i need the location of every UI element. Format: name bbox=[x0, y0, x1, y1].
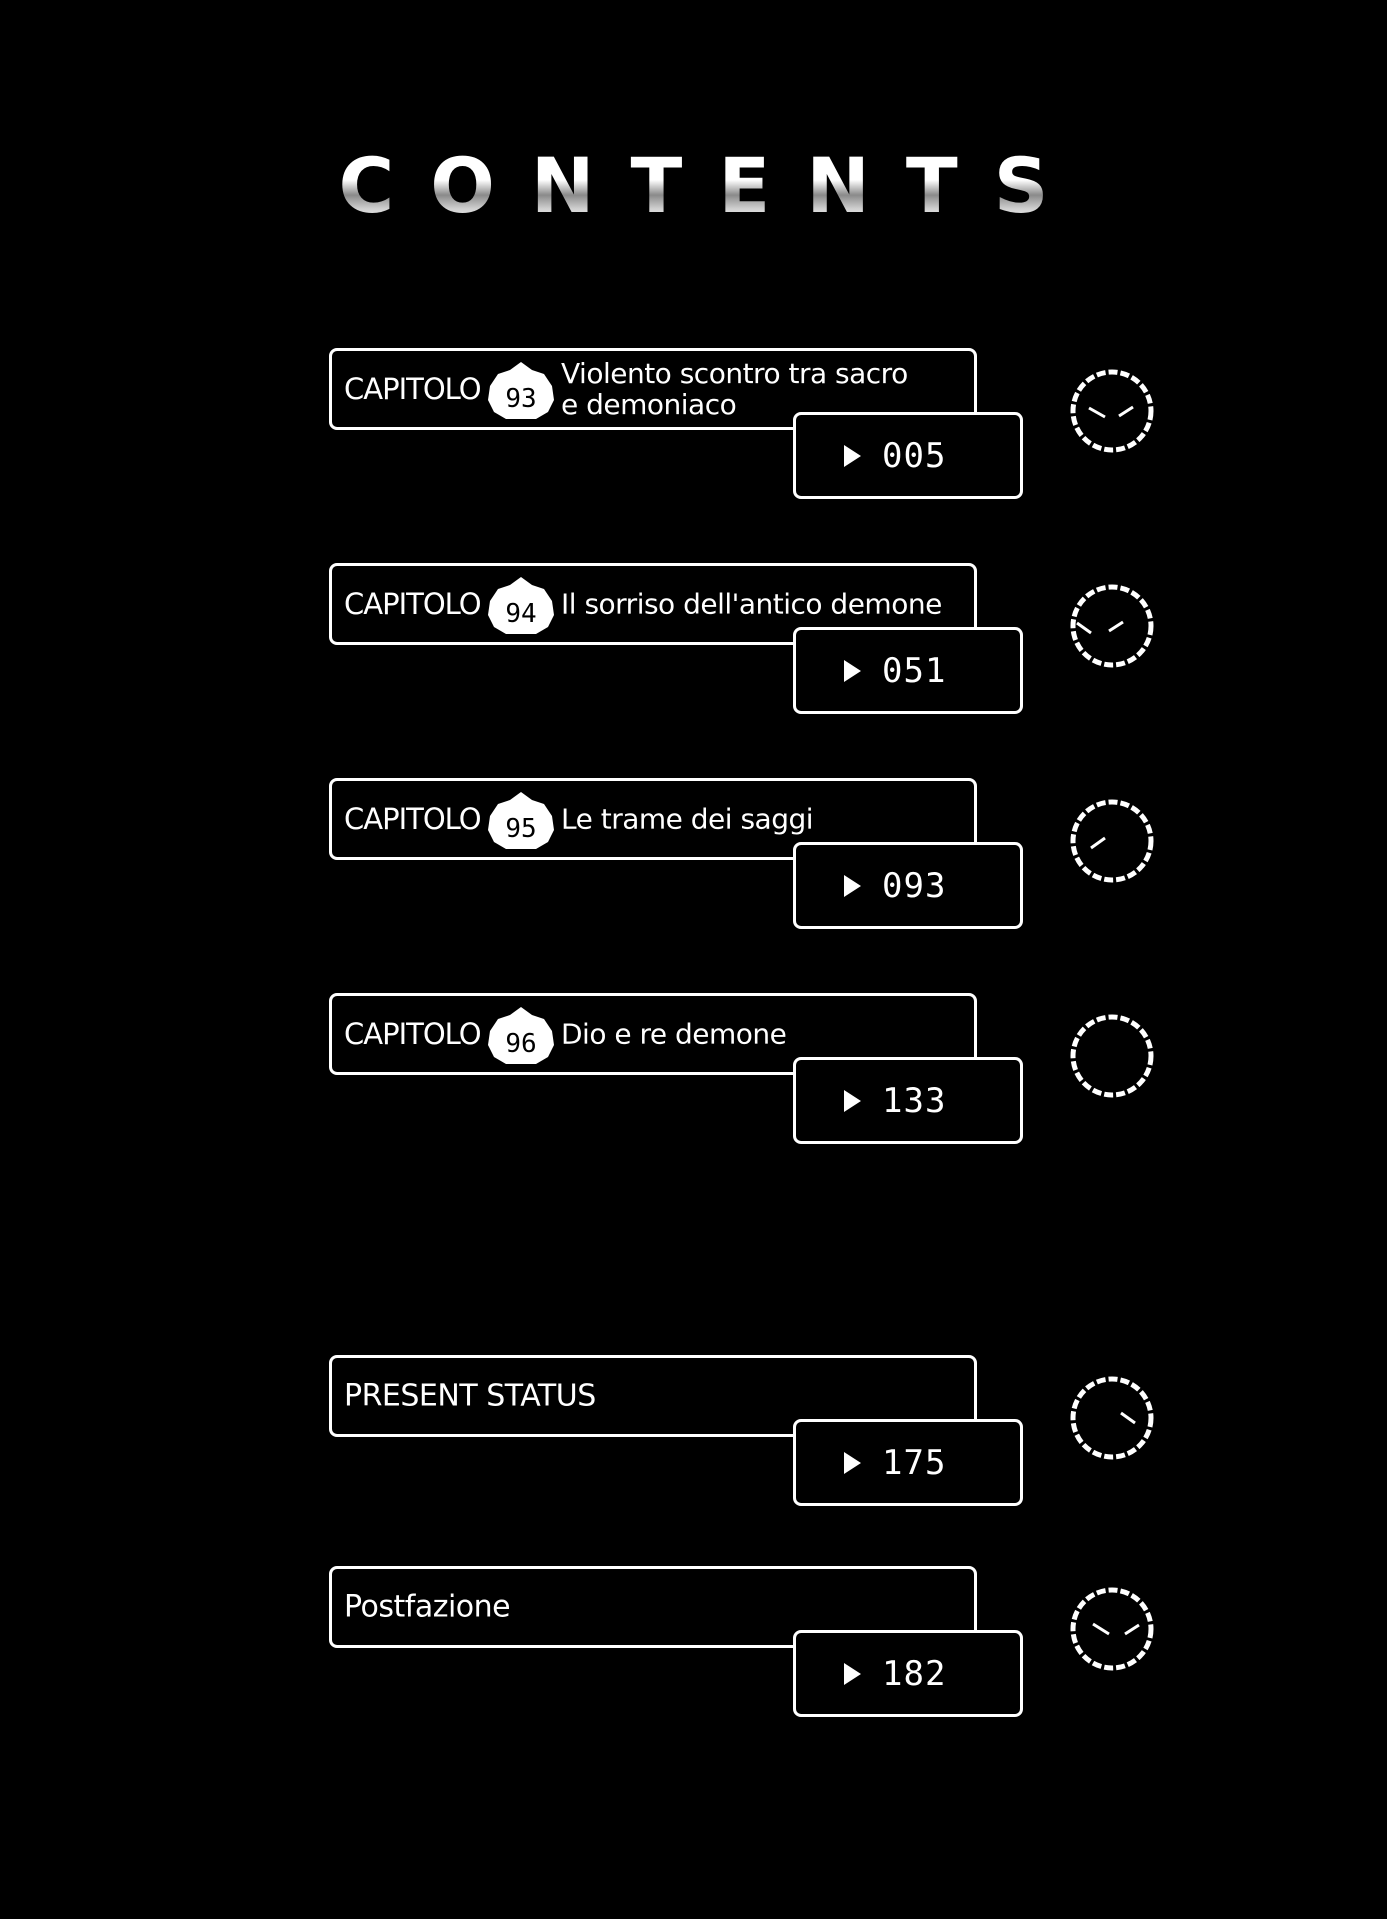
chapter-number: 96 bbox=[505, 1029, 537, 1059]
toc-entry-present-status[interactable] bbox=[0, 1355, 1387, 1515]
toc-entry-postfazione[interactable] bbox=[0, 1566, 1387, 1726]
play-triangle-icon bbox=[844, 1663, 861, 1685]
play-triangle-icon bbox=[844, 1452, 861, 1474]
chapter-number-badge bbox=[486, 790, 556, 852]
chapter-label: CAPITOLO bbox=[344, 587, 481, 621]
chapter-number: 94 bbox=[505, 599, 537, 629]
toc-entry-chapter-93[interactable] bbox=[0, 348, 1387, 508]
page-number-box[interactable] bbox=[793, 1419, 1023, 1506]
drop-badge-icon bbox=[486, 360, 556, 422]
chapter-title: Dio e re demone bbox=[561, 1017, 787, 1051]
chapter-label: CAPITOLO bbox=[344, 1017, 481, 1051]
page-number-box[interactable] bbox=[793, 1630, 1023, 1717]
chapter-number-badge bbox=[486, 360, 556, 422]
chapter-title: Il sorriso dell'antico demone bbox=[561, 587, 942, 621]
page-number-box[interactable] bbox=[793, 1057, 1023, 1144]
page-number-box[interactable] bbox=[793, 412, 1023, 499]
play-triangle-icon bbox=[844, 1090, 861, 1112]
page-number: 005 bbox=[882, 435, 947, 476]
drop-badge-icon bbox=[486, 1005, 556, 1067]
toc-entry-chapter-96[interactable] bbox=[0, 993, 1387, 1153]
chapter-title: Violento scontro tra sacro e demoniaco bbox=[561, 357, 908, 421]
chapter-title: Le trame dei saggi bbox=[561, 802, 814, 836]
page-number: 182 bbox=[882, 1653, 947, 1694]
page-number-box[interactable] bbox=[793, 842, 1023, 929]
page-number: 051 bbox=[882, 650, 947, 691]
clock-icon bbox=[1069, 798, 1155, 884]
play-triangle-icon bbox=[844, 875, 861, 897]
chapter-number: 95 bbox=[505, 814, 537, 844]
drop-badge-icon bbox=[486, 790, 556, 852]
drop-badge-icon bbox=[486, 575, 556, 637]
chapter-label: CAPITOLO bbox=[344, 802, 481, 836]
page-number: 175 bbox=[882, 1442, 947, 1483]
section-title: Postfazione bbox=[344, 1589, 511, 1625]
page-number: 093 bbox=[882, 865, 947, 906]
page-number: 133 bbox=[882, 1080, 947, 1121]
page-title: CONTENTS bbox=[0, 148, 1387, 224]
clock-icon bbox=[1069, 1013, 1155, 1099]
clock-icon bbox=[1069, 368, 1155, 454]
chapter-number-badge bbox=[486, 575, 556, 637]
play-triangle-icon bbox=[844, 660, 861, 682]
chapter-number-badge bbox=[486, 1005, 556, 1067]
chapter-number: 93 bbox=[505, 384, 537, 414]
play-triangle-icon bbox=[844, 445, 861, 467]
page-number-box[interactable] bbox=[793, 627, 1023, 714]
toc-entry-chapter-94[interactable] bbox=[0, 563, 1387, 723]
clock-icon bbox=[1069, 583, 1155, 669]
clock-icon bbox=[1069, 1586, 1155, 1672]
clock-icon bbox=[1069, 1375, 1155, 1461]
toc-entry-chapter-95[interactable] bbox=[0, 778, 1387, 938]
section-title: PRESENT STATUS bbox=[344, 1378, 596, 1414]
chapter-label: CAPITOLO bbox=[344, 372, 481, 406]
